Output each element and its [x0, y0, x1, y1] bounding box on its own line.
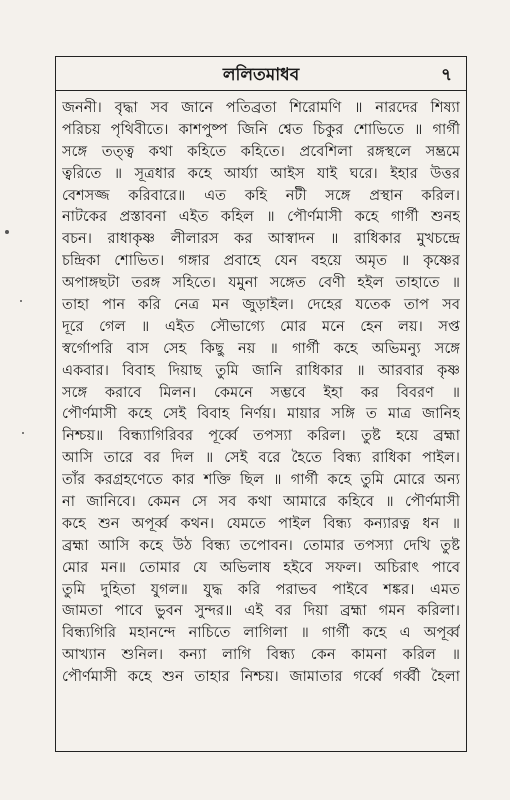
page-number: ৭	[440, 65, 452, 85]
text-line: দূরে গেল ॥ এইত সৌভাগ্যে মোর মনে হেন লয়। সপ্ত	[62, 317, 460, 335]
text-line: তাঁর করগ্রহণেতে কার শক্তি ছিল ॥ গার্গী কহে তুমি মোরে অন্য	[62, 471, 460, 489]
text-line: বিন্ধ্যগিরি মহানন্দে নাচিতে লাগিলা ॥ গার্গী কহে এ অপূর্ব্ব	[62, 624, 460, 642]
text-line: পৌর্ণমাসী কহে শুন তাহার নিশ্চয়। জামাতার গর্ব্বে গর্ব্বী হৈলা	[62, 668, 460, 686]
text-line: আখ্যান শুনিল। কন্যা লাগি বিন্ধ্য কেন কামনা করিল ॥	[62, 646, 460, 664]
text-line: আসি তারে বর দিল ॥ সেই বরে হৈতে বিন্ধ্য রাধিকা পাইল।	[62, 449, 460, 467]
ink-speck	[20, 300, 22, 302]
text-line: তুমি দুহিতা যুগল॥ যুদ্ধ করি পরাভব পাইবে শঙ্কর। এমত	[62, 580, 460, 598]
text-line: পৌর্ণমাসী কহে সেই বিবাহ নির্ণয়। মায়ার সঙ্গি ত মাত্র জানিহ	[62, 405, 460, 423]
text-line: পরিচয় পৃথিবীতে। কাশপুষ্প জিনি শ্বেত চিকুর শোভিতে ॥ গার্গী	[62, 120, 460, 138]
ink-speck	[22, 432, 24, 434]
page-title: ললিতমাধব	[222, 65, 300, 85]
text-line: ব্রহ্মা আসি কহে উঠ বিন্ধ্য তপোবন। তোমার তপস্যা দেখি তুষ্ট	[62, 536, 460, 554]
verse-text-block	[55, 90, 467, 752]
text-line: বেশসজ্জ করিবারে॥ এত কহি নটী সঙ্গে প্রস্থান করিল।	[62, 186, 460, 204]
text-line: কহে শুন অপূর্ব্ব কথন। যেমতে পাইল বিন্ধ্য কন্যারত্ন ধন ॥	[62, 514, 460, 532]
page-header	[55, 56, 467, 90]
text-line: তাহা পান করি নেত্র মন জুড়াইল। দেহের যতেক তাপ সব	[62, 296, 460, 314]
text-line: সঙ্গে করাবে মিলন। কেমনে সম্ভবে ইহা কর বিবরণ ॥	[62, 383, 460, 401]
text-line: মোর মন॥ তোমার যে অভিলাষ হইবে সফল। অচিরাৎ পাবে	[62, 558, 460, 576]
text-line: নিশ্চয়॥ বিন্ধ্যাগিরিবর পূর্ব্বে তপস্যা করিল। তুষ্ট হয়ে ব্রহ্মা	[62, 427, 460, 445]
text-line: চন্দ্রিকা শোভিত। গঙ্গার প্রবাহে যেন বহয়ে অমৃত ॥ কৃষ্ণের	[62, 252, 460, 270]
text-line: একবার। বিবাহ দিয়াছ তুমি জানি রাধিকার ॥ আরবার কৃষ্ণ	[62, 361, 460, 379]
text-line: অপাঙ্গছটা তরঙ্গ সহিতে। যমুনা সঙ্গেত বেণী হইল তাহাতে ॥	[62, 274, 460, 292]
text-line: স্বর্গোপরি বাস সেহ কিছু নয় ॥ গার্গী কহে অভিমন্যু সঙ্গে	[62, 339, 460, 357]
text-line: জননী। বৃদ্ধা সব জানে পতিব্রতা শিরোমণি ॥ নারদের শিষ্যা	[62, 99, 460, 116]
text-line: নাটকের প্রস্তাবনা এইত কহিল ॥ পৌর্ণমাসী কহে গার্গী শুনহ	[62, 208, 460, 226]
text-line: সঙ্গে তত্ত্ব কথা কহিতে কহিতে। প্রবেশিলা রঙ্গস্থলে সম্ভ্রমে	[62, 142, 460, 160]
text-line: না জানিবে। কেমন সে সব কথা আমারে কহিবে ॥ পৌর্ণমাসী	[62, 493, 460, 511]
ink-speck	[5, 230, 9, 234]
text-line: বচন। রাধাকৃষ্ণ লীলারস কর আস্বাদন ॥ রাধিকার মুখচন্দ্রে	[62, 230, 460, 248]
text-line: জামতা পাবে ভুবন সুন্দর॥ এই বর দিয়া ব্রহ্মা গমন করিলা।	[62, 602, 460, 620]
text-line: ত্বরিতে ॥ সূত্রধার কহে আর্য্যা আইস যাই ঘরে। ইহার উত্তর	[62, 164, 460, 182]
